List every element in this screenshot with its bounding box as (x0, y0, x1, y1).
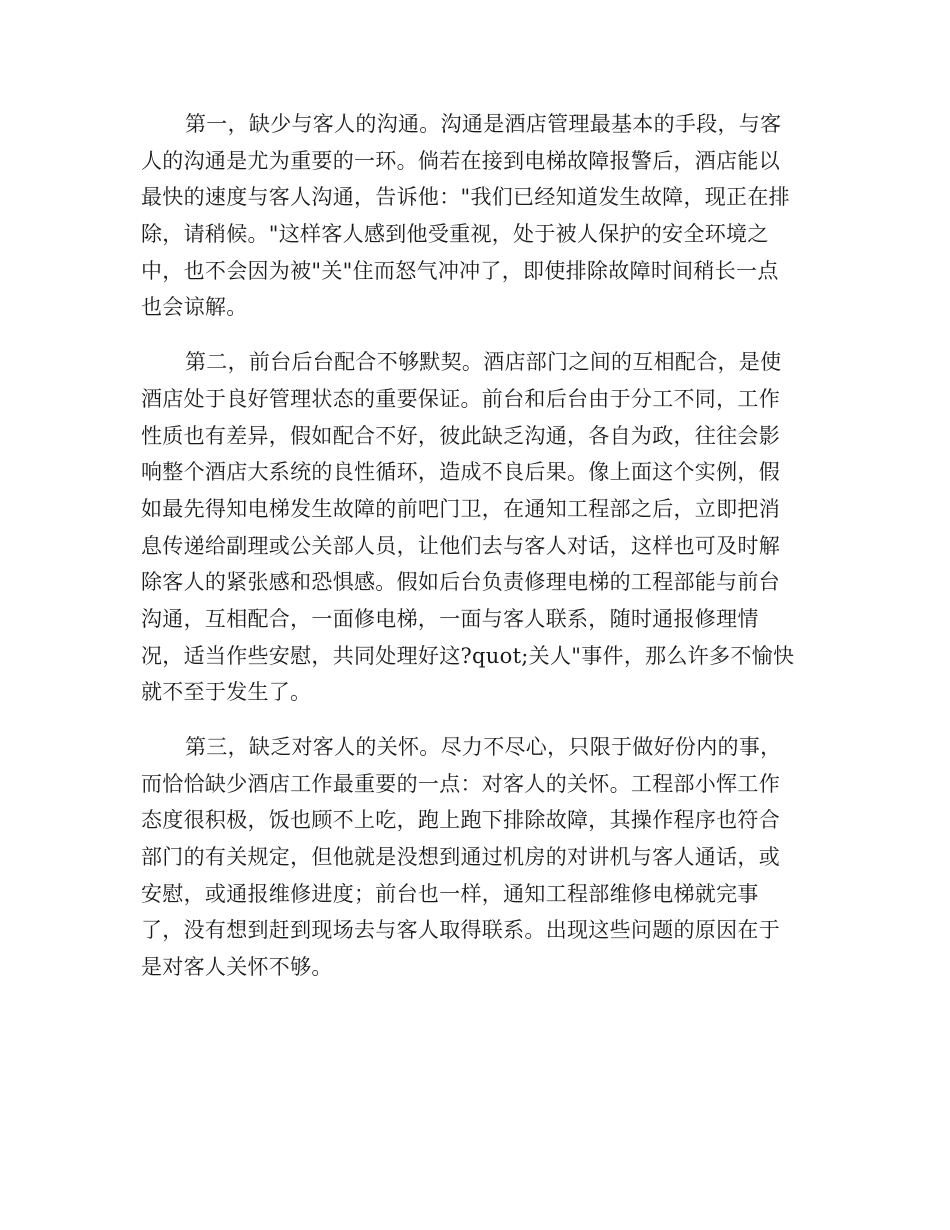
paragraph-1 (141, 106, 809, 326)
text-line: 第三，缺乏对客人的关怀。尽力不尽心，只限于做好份内的事， (185, 735, 782, 759)
text-line: 性质也有差异，假如配合不好，彼此缺乏沟通，各自为政，往往会影 (141, 423, 780, 448)
text-line: 酒店处于良好管理状态的重要保证。前台和后台由于分工不同，工作 (141, 386, 780, 411)
text-line: 最快的速度与客人沟通，告诉他："我们已经知道发生故障，现正在排 (141, 185, 790, 210)
text-line: 态度很积极，饭也顾不上吃，跑上跑下排除故障，其操作程序也符合 (141, 808, 780, 833)
text-line: 响整个酒店大系统的良性循环，造成不良后果。像上面这个实例，假 (141, 460, 780, 485)
paragraph-3 (141, 729, 809, 986)
text-line: 就不至于发生了。 (141, 680, 312, 705)
text-line: 中，也不会因为被"关"住而怒气冲冲了，即使排除故障时间稍长一点 (141, 258, 779, 283)
text-line: 况，适当作些安慰，共同处理好这?quot;关人"事件，那么许多不愉快 (141, 643, 795, 668)
text-line: 沟通，互相配合，一面修电梯，一面与客人联系，随时通报修理情 (141, 606, 759, 631)
text-line: 第二，前台后台配合不够默契。酒店部门之间的互相配合，是使 (185, 350, 782, 375)
text-line: 而恰恰缺少酒店工作最重要的一点：对客人的关怀。工程部小恽工作 (141, 771, 780, 796)
text-line: 部门的有关规定，但他就是没想到通过机房的对讲机与客人通话，或 (141, 845, 780, 870)
text-line: 息传递给副理或公关部人员，让他们去与客人对话，这样也可及时解 (141, 533, 780, 558)
text-line: 人的沟通是尤为重要的一环。倘若在接到电梯故障报警后，酒店能以 (141, 148, 780, 173)
text-line: 是对客人关怀不够。 (141, 955, 333, 980)
paragraph-2 (141, 344, 809, 711)
text-line: 如最先得知电梯发生故障的前吧门卫，在通知工程部之后，立即把消 (141, 496, 780, 521)
text-line: 第一，缺少与客人的沟通。沟通是酒店管理最基本的手段，与客 (185, 112, 782, 136)
text-line: 除客人的紧张感和恐惧感。假如后台负责修理电梯的工程部能与前台 (141, 570, 780, 595)
text-line: 了，没有想到赶到现场去与客人取得联系。出现这些问题的原因在于 (141, 918, 780, 943)
document-body (141, 106, 809, 1004)
text-line: 也会谅解。 (141, 295, 248, 320)
text-line: 安慰，或通报维修进度；前台也一样，通知工程部维修电梯就完事 (141, 881, 759, 906)
text-line: 除，请稍候。"这样客人感到他受重视，处于被人保护的安全环境之 (141, 222, 769, 247)
